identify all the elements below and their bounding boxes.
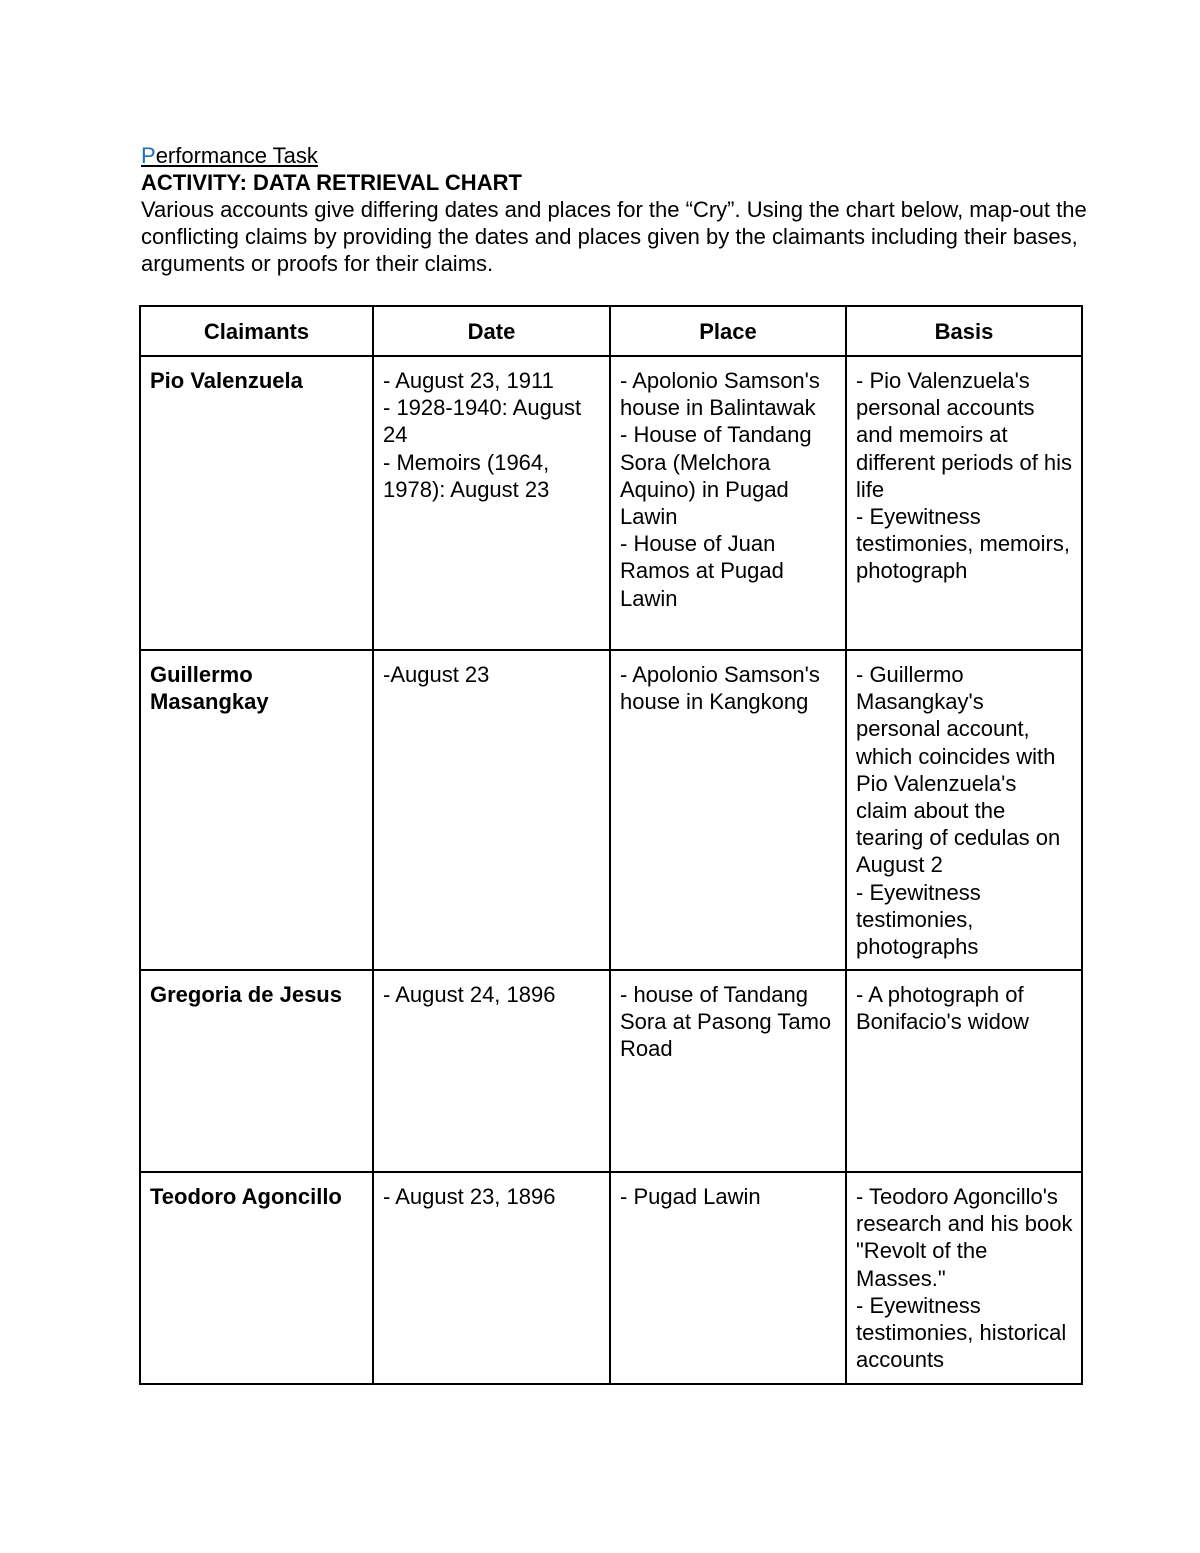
place-line: - house of Tandang Sora at Pasong Tamo Road [620, 982, 832, 1062]
header-place: Place [610, 306, 846, 356]
place-cell [610, 650, 846, 970]
date-line: - Memoirs (1964, 1978): August 23 [383, 449, 550, 502]
performance-task-title [141, 142, 1101, 169]
activity-title: ACTIVITY: DATA RETRIEVAL CHART [141, 170, 522, 195]
basis-line: - Teodoro Agoncillo's research and his book "Revolt of the Masses." [856, 1184, 1073, 1291]
data-retrieval-chart [139, 305, 1083, 1385]
basis-line: - A photograph of Bonifacio's widow [856, 982, 1029, 1035]
intro-paragraph: Various accounts give differing dates and places for the “Cry”. Using the chart below, map-out the conflicting claims by providing the dates and places given by the claimants including their bases, arguments or proofs for their claims. [141, 197, 1087, 276]
header-claimants: Claimants [140, 306, 373, 356]
table-row [140, 1172, 1082, 1384]
date-cell [373, 356, 610, 650]
table-header-row [140, 306, 1082, 356]
basis-line: - Pio Valenzuela's personal accounts and memoirs at different periods of his life [856, 368, 1073, 502]
table-row [140, 650, 1082, 970]
claimant-cell: Pio Valenzuela [140, 356, 373, 650]
basis-line: - Eyewitness testimonies, photographs [856, 879, 981, 960]
date-cell [373, 970, 610, 1172]
date-line: - August 23, 1896 [383, 1184, 556, 1209]
date-line: - August 23, 1911 [383, 368, 554, 393]
place-cell [610, 1172, 846, 1384]
date-line: - August 24, 1896 [383, 982, 556, 1007]
basis-cell [846, 1172, 1082, 1384]
date-cell [373, 1172, 610, 1384]
date-line: - 1928-1940: August 24 [383, 395, 582, 448]
header-basis: Basis [846, 306, 1082, 356]
basis-line: - Guillermo Masangkay's personal account, which coincides with Pio Valenzuela's claim about the tearing of cedulas on August 2 [856, 662, 1061, 878]
date-line: -August 23 [383, 662, 490, 687]
place-cell [610, 356, 846, 650]
place-line: - House of Tandang Sora (Melchora Aquino) in Pugad Lawin [620, 422, 812, 530]
place-line: - Apolonio Samson's house in Balintawak [620, 368, 820, 421]
claimant-cell: Guillermo Masangkay [140, 650, 373, 970]
header-date: Date [373, 306, 610, 356]
task-title-first-letter: P [141, 143, 156, 168]
claimant-cell: Teodoro Agoncillo [140, 1172, 373, 1384]
basis-cell [846, 970, 1082, 1172]
place-line: - House of Juan Ramos at Pugad Lawin [620, 531, 784, 611]
basis-cell [846, 356, 1082, 650]
place-line: - Pugad Lawin [620, 1184, 761, 1209]
basis-line: - Eyewitness testimonies, memoirs, photograph [856, 504, 1070, 584]
document-heading [141, 142, 1101, 277]
table-row [140, 356, 1082, 650]
place-cell [610, 970, 846, 1172]
task-title-rest: erformance Task [155, 143, 318, 168]
basis-line: - Eyewitness testimonies, historical accounts [856, 1292, 1067, 1373]
basis-cell [846, 650, 1082, 970]
table-row [140, 970, 1082, 1172]
place-line: - Apolonio Samson's house in Kangkong [620, 662, 820, 715]
claimant-cell: Gregoria de Jesus [140, 970, 373, 1172]
date-cell [373, 650, 610, 970]
